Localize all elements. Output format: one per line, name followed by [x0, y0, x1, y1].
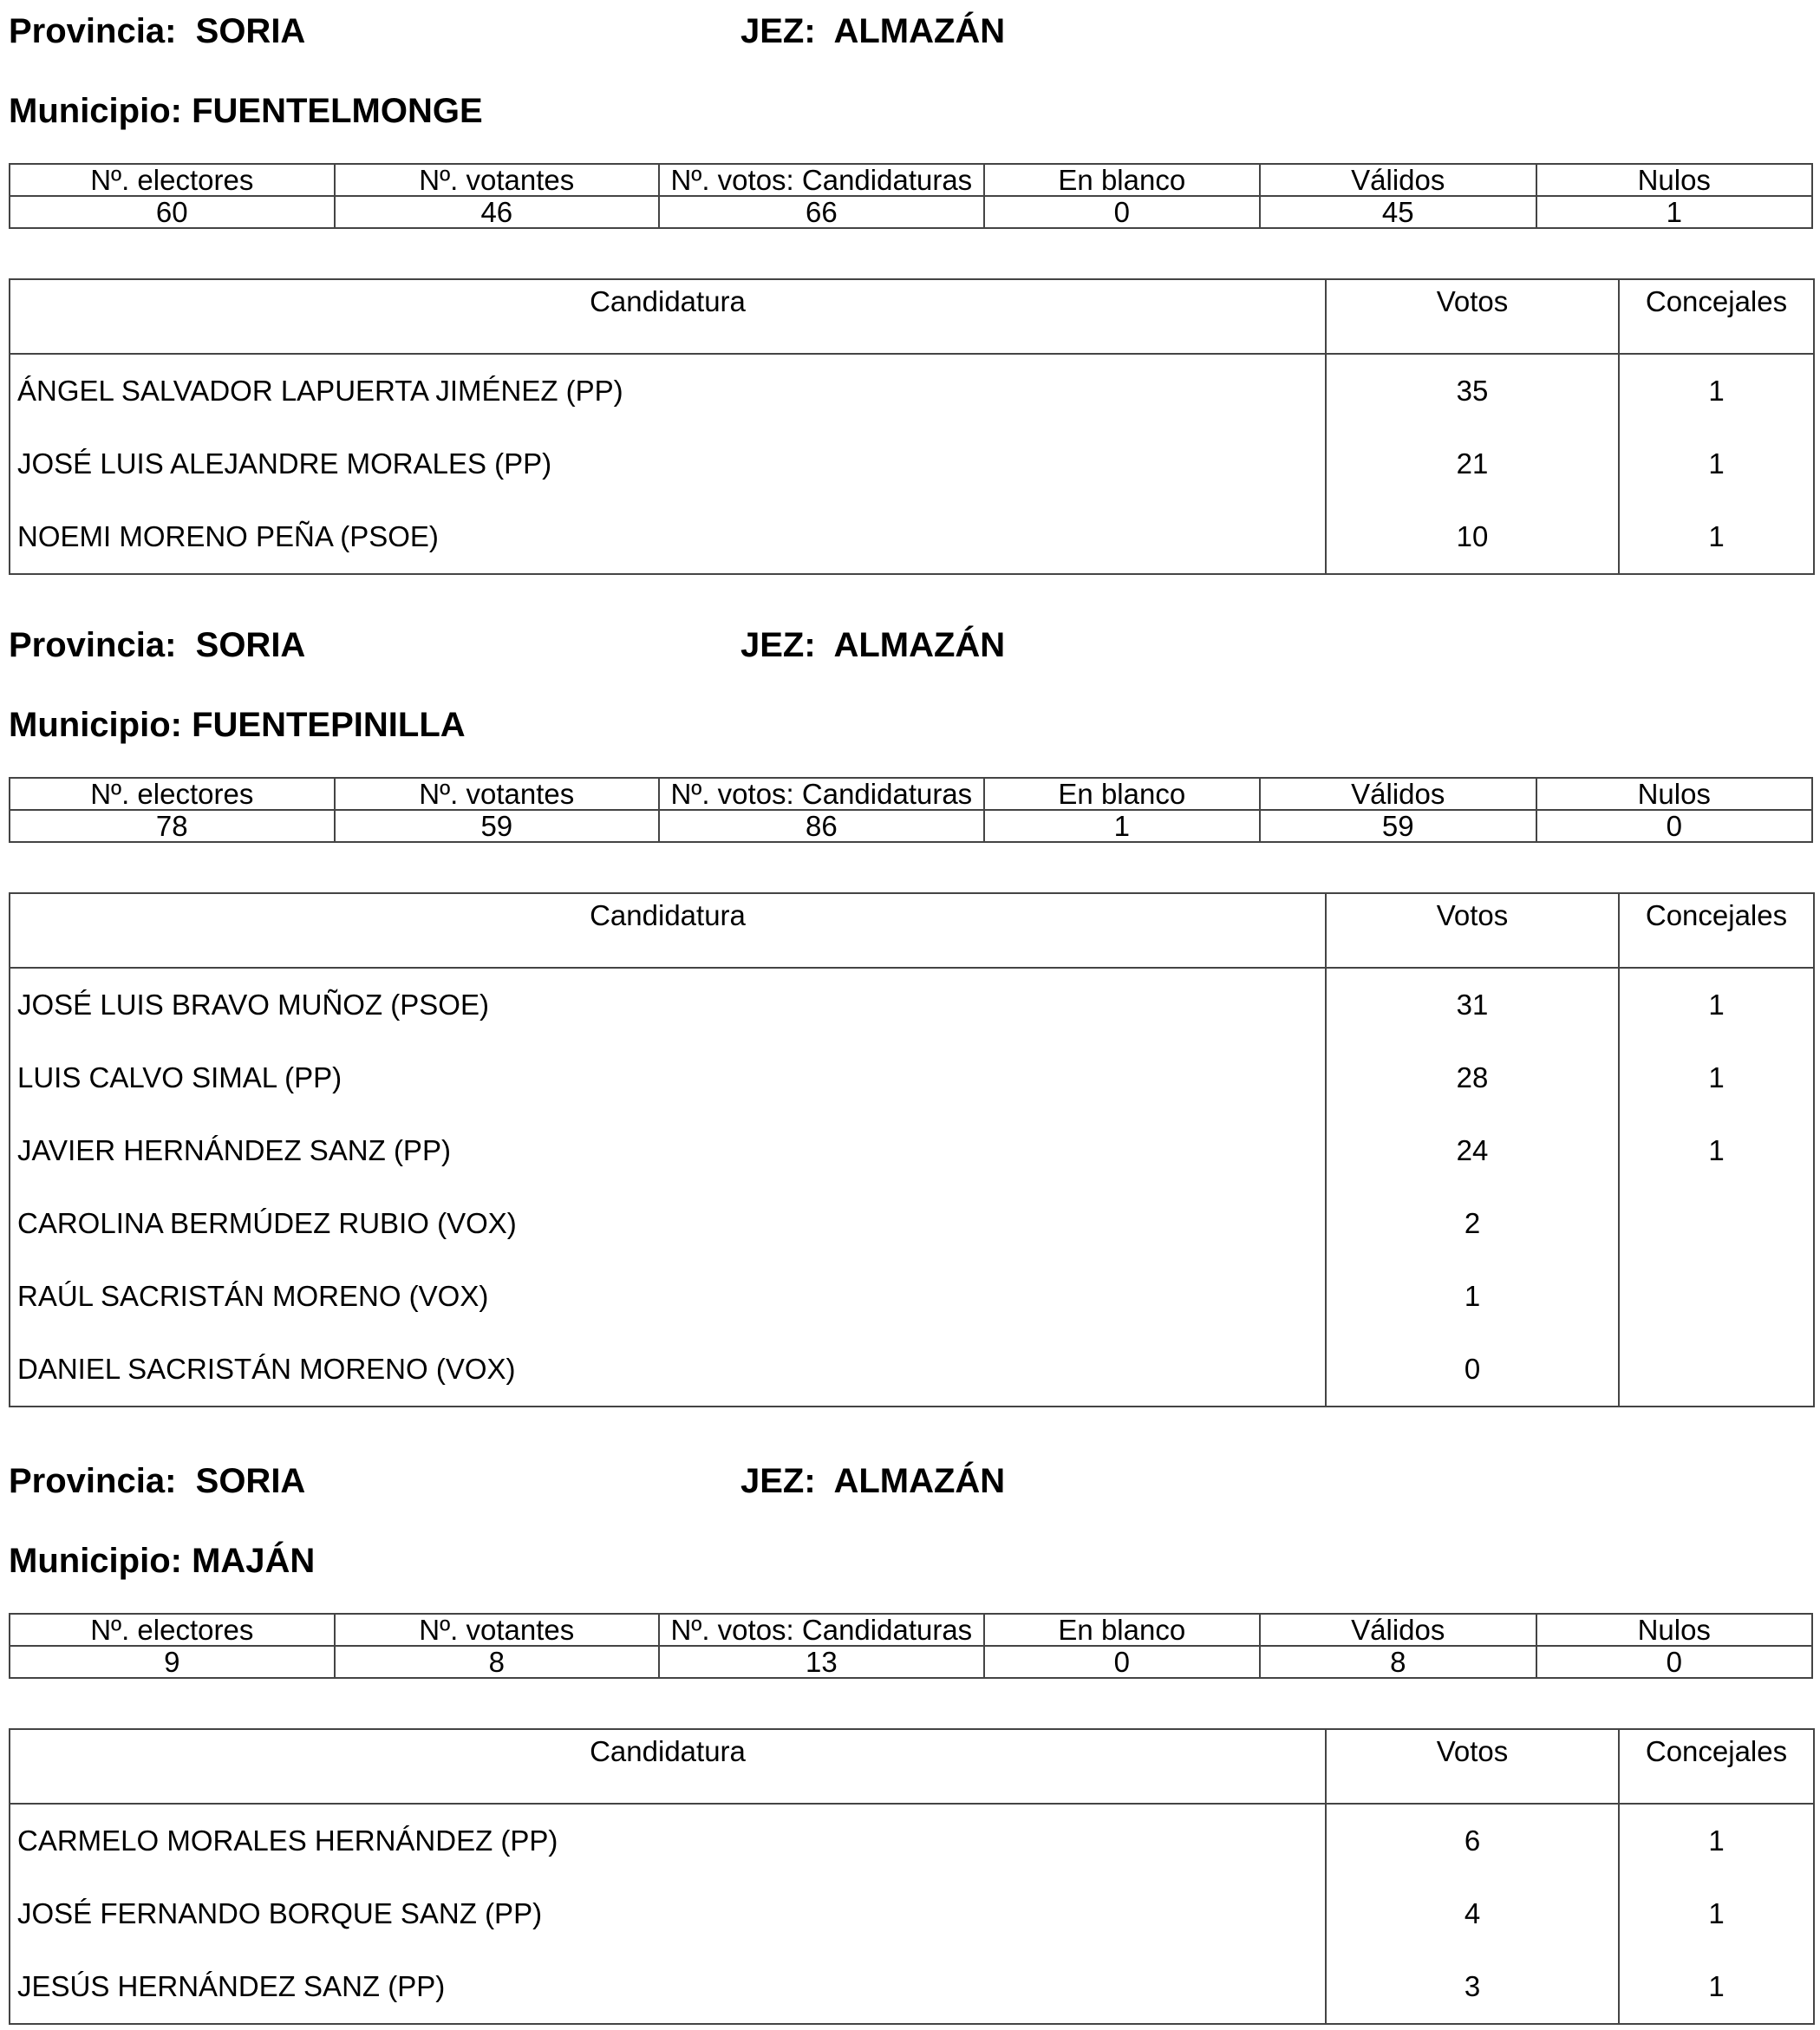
candidatura-header: Candidatura	[10, 1729, 1326, 1804]
stats-value-row	[10, 196, 1812, 228]
candidate-name: JOSÉ FERNANDO BORQUE SANZ (PP)	[10, 1877, 1326, 1950]
candidate-concejales	[1619, 1333, 1814, 1407]
stats-header-en-blanco: En blanco	[984, 778, 1260, 810]
stats-header-votos-candidaturas: Nº. votos: Candidaturas	[659, 164, 984, 196]
stats-value-en-blanco: 0	[984, 1646, 1260, 1678]
stats-value-electores: 78	[10, 810, 335, 842]
jez-value: ALMAZÁN	[833, 12, 1006, 50]
candidate-name: JOSÉ LUIS BRAVO MUÑOZ (PSOE)	[10, 968, 1326, 1041]
candidate-concejales: 1	[1619, 1804, 1814, 1877]
candidate-concejales	[1619, 1187, 1814, 1260]
stats-value-row	[10, 1646, 1812, 1678]
stats-value-votantes: 8	[335, 1646, 660, 1678]
stats-header-electores: Nº. electores	[10, 778, 335, 810]
candidate-row	[10, 968, 1814, 1041]
stats-header-votantes: Nº. votantes	[335, 164, 660, 196]
candidate-row	[10, 1877, 1814, 1950]
candidate-votos: 6	[1326, 1804, 1619, 1877]
concejales-header: Concejales	[1619, 1729, 1814, 1804]
candidate-name: LUIS CALVO SIMAL (PP)	[10, 1041, 1326, 1114]
candidate-concejales	[1619, 1260, 1814, 1333]
candidate-row	[10, 354, 1814, 428]
stats-header-votos-candidaturas: Nº. votos: Candidaturas	[659, 1614, 984, 1646]
candidate-votos: 1	[1326, 1260, 1619, 1333]
candidates-table	[9, 1728, 1815, 2025]
candidate-name: JOSÉ LUIS ALEJANDRE MORALES (PP)	[10, 428, 1326, 500]
candidate-concejales: 1	[1619, 1041, 1814, 1114]
candidate-row	[10, 1041, 1814, 1114]
stats-header-electores: Nº. electores	[10, 164, 335, 196]
candidate-votos: 10	[1326, 500, 1619, 574]
stats-header-en-blanco: En blanco	[984, 164, 1260, 196]
municipio-value: MAJÁN	[192, 1542, 316, 1580]
stats-table	[9, 1613, 1813, 1679]
municipio-value: FUENTELMONGE	[192, 92, 483, 130]
section-header	[9, 7, 1813, 52]
jez-line: JEZ: ALMAZÁN	[740, 12, 1006, 50]
stats-header-row	[10, 164, 1812, 196]
stats-value-row	[10, 810, 1812, 842]
provincia-value: SORIA	[195, 12, 306, 50]
stats-value-en-blanco: 0	[984, 196, 1260, 228]
votos-header: Votos	[1326, 1729, 1619, 1804]
candidate-votos: 35	[1326, 354, 1619, 428]
candidate-name: ÁNGEL SALVADOR LAPUERTA JIMÉNEZ (PP)	[10, 354, 1326, 428]
stats-value-votos-candidaturas: 66	[659, 196, 984, 228]
candidate-concejales: 1	[1619, 354, 1814, 428]
votos-header: Votos	[1326, 279, 1619, 354]
candidate-concejales: 1	[1619, 1950, 1814, 2024]
candidate-concejales: 1	[1619, 428, 1814, 500]
votos-header: Votos	[1326, 893, 1619, 968]
stats-header-nulos: Nulos	[1536, 164, 1813, 196]
stats-value-nulos: 0	[1536, 1646, 1813, 1678]
candidate-concejales: 1	[1619, 500, 1814, 574]
candidate-votos: 0	[1326, 1333, 1619, 1407]
stats-table	[9, 163, 1813, 229]
jez-value: ALMAZÁN	[833, 1462, 1006, 1500]
municipio-title: Municipio: MAJÁN	[9, 1542, 316, 1580]
stats-header-nulos: Nulos	[1536, 778, 1813, 810]
candidate-votos: 28	[1326, 1041, 1619, 1114]
provincia-line: Provincia: SORIA	[9, 12, 306, 50]
candidates-table	[9, 892, 1815, 1407]
candidate-name: JESÚS HERNÁNDEZ SANZ (PP)	[10, 1950, 1326, 2024]
concejales-header: Concejales	[1619, 279, 1814, 354]
stats-table	[9, 777, 1813, 843]
stats-value-votantes: 46	[335, 196, 660, 228]
candidate-votos: 21	[1326, 428, 1619, 500]
jez-value: ALMAZÁN	[833, 626, 1006, 664]
stats-header-validos: Válidos	[1260, 164, 1536, 196]
candidate-name: CAROLINA BERMÚDEZ RUBIO (VOX)	[10, 1187, 1326, 1260]
candidate-name: NOEMI MORENO PEÑA (PSOE)	[10, 500, 1326, 574]
stats-header-validos: Válidos	[1260, 1614, 1536, 1646]
municipio-value: FUENTEPINILLA	[192, 706, 466, 744]
provincia-line: Provincia: SORIA	[9, 626, 306, 664]
stats-header-nulos: Nulos	[1536, 1614, 1813, 1646]
stats-header-votos-candidaturas: Nº. votos: Candidaturas	[659, 778, 984, 810]
candidate-row	[10, 1187, 1814, 1260]
stats-value-votos-candidaturas: 13	[659, 1646, 984, 1678]
stats-header-row	[10, 778, 1812, 810]
candidate-row	[10, 1804, 1814, 1877]
stats-value-validos: 59	[1260, 810, 1536, 842]
candidate-row	[10, 428, 1814, 500]
municipio-title: Municipio: FUENTEPINILLA	[9, 706, 466, 744]
stats-header-en-blanco: En blanco	[984, 1614, 1260, 1646]
section-header	[9, 621, 1813, 666]
candidate-name: DANIEL SACRISTÁN MORENO (VOX)	[10, 1333, 1326, 1407]
jez-line: JEZ: ALMAZÁN	[740, 626, 1006, 664]
candidate-concejales: 1	[1619, 968, 1814, 1041]
stats-value-validos: 8	[1260, 1646, 1536, 1678]
stats-header-validos: Válidos	[1260, 778, 1536, 810]
candidatura-header: Candidatura	[10, 279, 1326, 354]
stats-value-electores: 9	[10, 1646, 335, 1678]
candidate-votos: 4	[1326, 1877, 1619, 1950]
candidate-row	[10, 1114, 1814, 1187]
jez-line: JEZ: ALMAZÁN	[740, 1462, 1006, 1500]
candidate-concejales: 1	[1619, 1877, 1814, 1950]
stats-value-electores: 60	[10, 196, 335, 228]
candidate-votos: 24	[1326, 1114, 1619, 1187]
stats-header-votantes: Nº. votantes	[335, 1614, 660, 1646]
concejales-header: Concejales	[1619, 893, 1814, 968]
candidate-row	[10, 1260, 1814, 1333]
stats-header-electores: Nº. electores	[10, 1614, 335, 1646]
candidatura-header: Candidatura	[10, 893, 1326, 968]
candidate-concejales: 1	[1619, 1114, 1814, 1187]
candidate-row	[10, 1950, 1814, 2024]
stats-value-votantes: 59	[335, 810, 660, 842]
stats-value-nulos: 1	[1536, 196, 1813, 228]
provincia-value: SORIA	[195, 1462, 306, 1500]
candidate-votos: 31	[1326, 968, 1619, 1041]
provincia-value: SORIA	[195, 626, 306, 664]
candidate-votos: 2	[1326, 1187, 1619, 1260]
stats-value-validos: 45	[1260, 196, 1536, 228]
candidate-row	[10, 500, 1814, 574]
stats-header-row	[10, 1614, 1812, 1646]
candidates-header-row	[10, 1729, 1814, 1804]
stats-value-votos-candidaturas: 86	[659, 810, 984, 842]
candidate-name: CARMELO MORALES HERNÁNDEZ (PP)	[10, 1804, 1326, 1877]
provincia-line: Provincia: SORIA	[9, 1462, 306, 1500]
stats-header-votantes: Nº. votantes	[335, 778, 660, 810]
candidate-votos: 3	[1326, 1950, 1619, 2024]
candidate-name: JAVIER HERNÁNDEZ SANZ (PP)	[10, 1114, 1326, 1187]
candidates-header-row	[10, 279, 1814, 354]
stats-value-en-blanco: 1	[984, 810, 1260, 842]
candidate-row	[10, 1333, 1814, 1407]
candidates-table	[9, 278, 1815, 575]
candidates-header-row	[10, 893, 1814, 968]
candidate-name: RAÚL SACRISTÁN MORENO (VOX)	[10, 1260, 1326, 1333]
stats-value-nulos: 0	[1536, 810, 1813, 842]
section-header	[9, 1457, 1813, 1502]
municipio-title: Municipio: FUENTELMONGE	[9, 92, 483, 130]
